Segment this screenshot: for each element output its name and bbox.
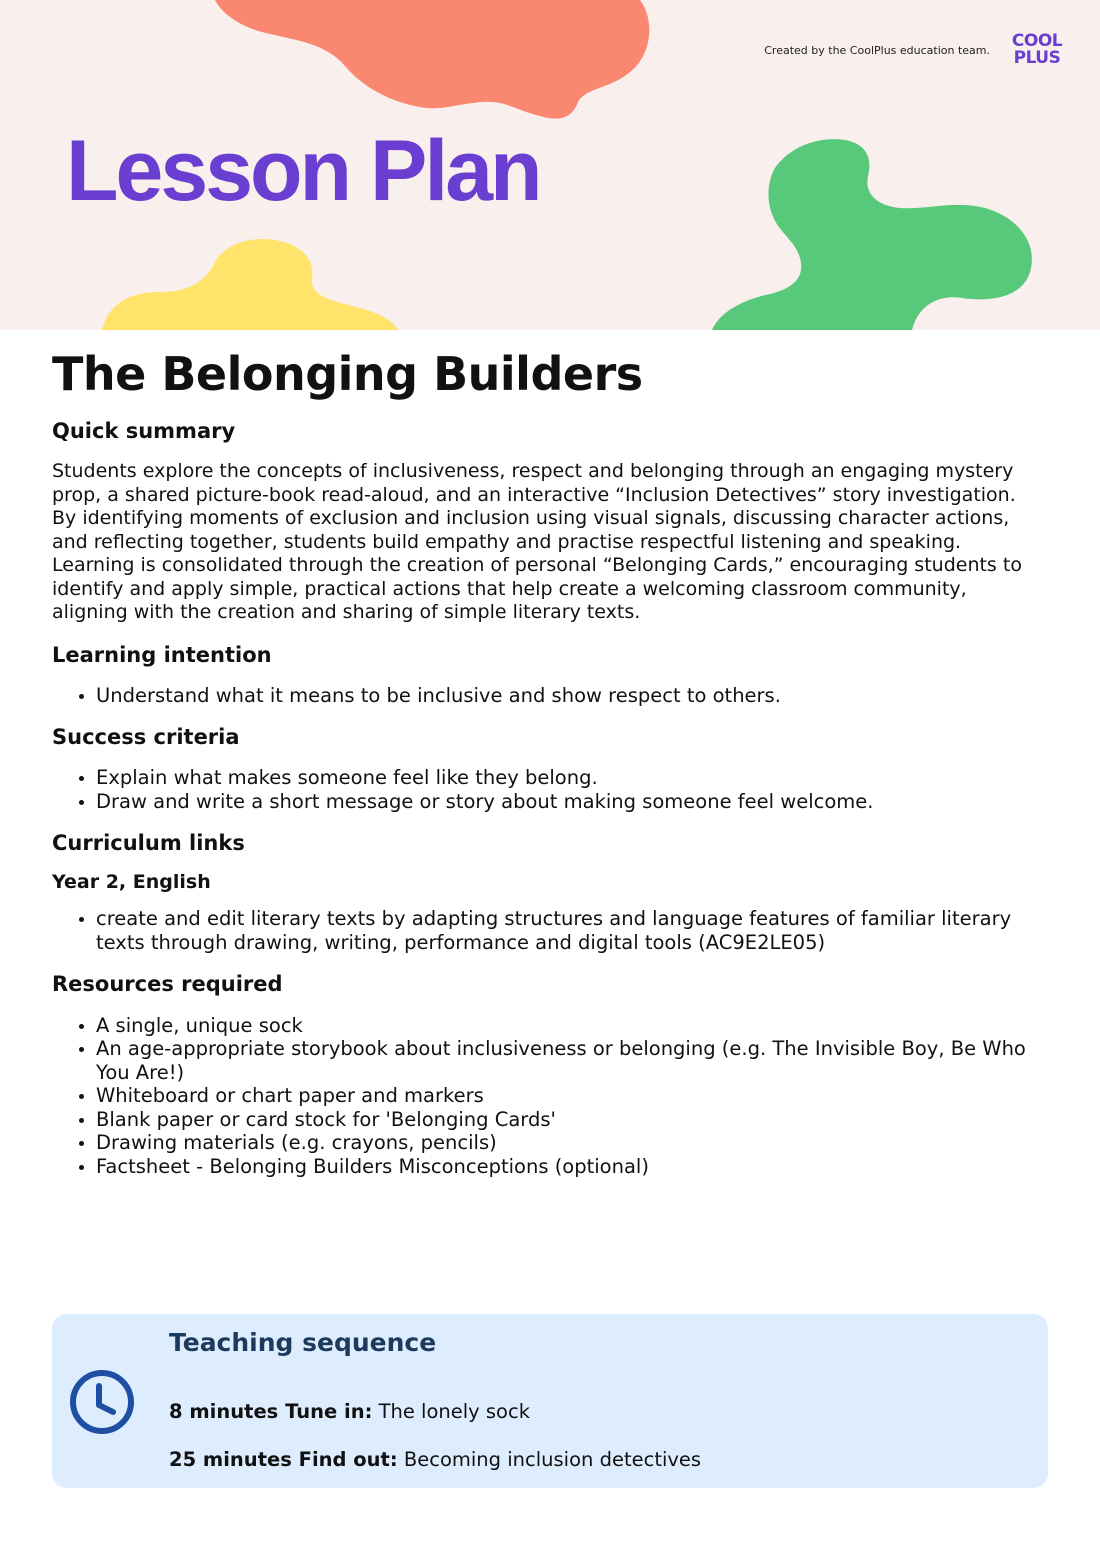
logo-line-1: COOL [1011,31,1063,51]
list-item: • Blank paper or card stock for 'Belonging Cards' [96,1108,1042,1132]
list-item: • Explain what makes someone feel like they belong. [96,766,1042,790]
success-list [52,766,1042,813]
coral-blob [215,0,649,119]
credit-text: Created by the CoolPlus education team. [764,44,990,57]
green-blob [712,139,1032,330]
intention-list [52,684,1042,708]
intention-heading: Learning intention [52,642,272,667]
teaching-sequence-box [52,1314,1048,1488]
success-heading: Success criteria [52,725,240,750]
teaching-sequence-heading: Teaching sequence [169,1328,437,1357]
coolplus-logo [1002,33,1072,67]
resources-heading: Resources required [52,972,283,997]
lesson-title: The Belonging Builders [52,347,643,401]
curriculum-heading: Curriculum links [52,831,245,856]
lesson-content [52,348,1042,1178]
list-item: • Whiteboard or chart paper and markers [96,1084,1042,1108]
curriculum-list [52,907,1042,954]
list-item: • Factsheet - Belonging Builders Misconceptions (optional) [96,1155,1042,1179]
logo-line-2: PLUS [1013,48,1061,68]
curriculum-subheading: Year 2, English [52,870,211,893]
summary-heading: Quick summary [52,418,236,443]
step-text: The lonely sock [372,1400,531,1423]
sequence-step-2 [169,1448,701,1471]
list-item: • Draw and write a short message or story about making someone feel welcome. [96,790,1042,814]
yellow-blob [102,239,398,330]
list-item: • An age-appropriate storybook about inclusiveness or belonging (e.g. The Invisible Boy, Be Who You Are!) [96,1037,1042,1084]
sequence-step-1 [169,1400,530,1423]
list-item: • create and edit literary texts by adapting structures and language features of familiar literary texts through drawing, writing, performance and digital tools (AC9E2LE05) [96,907,1042,954]
step-text: Becoming inclusion detectives [397,1448,702,1471]
resources-list [52,1014,1042,1179]
step-label: 8 minutes Tune in: [169,1400,373,1423]
list-item: • A single, unique sock [96,1014,1042,1038]
list-item: • Drawing materials (e.g. crayons, pencils) [96,1131,1042,1155]
list-item: • Understand what it means to be inclusive and show respect to others. [96,684,1042,708]
banner-title: Lesson Plan [66,123,540,219]
summary-text: Students explore the concepts of inclusiveness, respect and belonging through an engaging mystery prop, a shared picture-book read-aloud, and an interactive “Inclusion Detectives” story investigation. By identifying moments of exclusion and inclusion using visual signals, discussing character actions, and reflecting together, students build empathy and practise respectful listening and speaking. Learning is consolidated through the creation of personal “Belonging Cards,” encouraging students to identify and apply simple, practical actions that help create a welcoming classroom community, aligning with the creation and sharing of simple literary texts. [52,460,1022,624]
step-label: 25 minutes Find out: [169,1448,398,1471]
header-banner [0,0,1100,330]
clock-icon [68,1368,136,1436]
